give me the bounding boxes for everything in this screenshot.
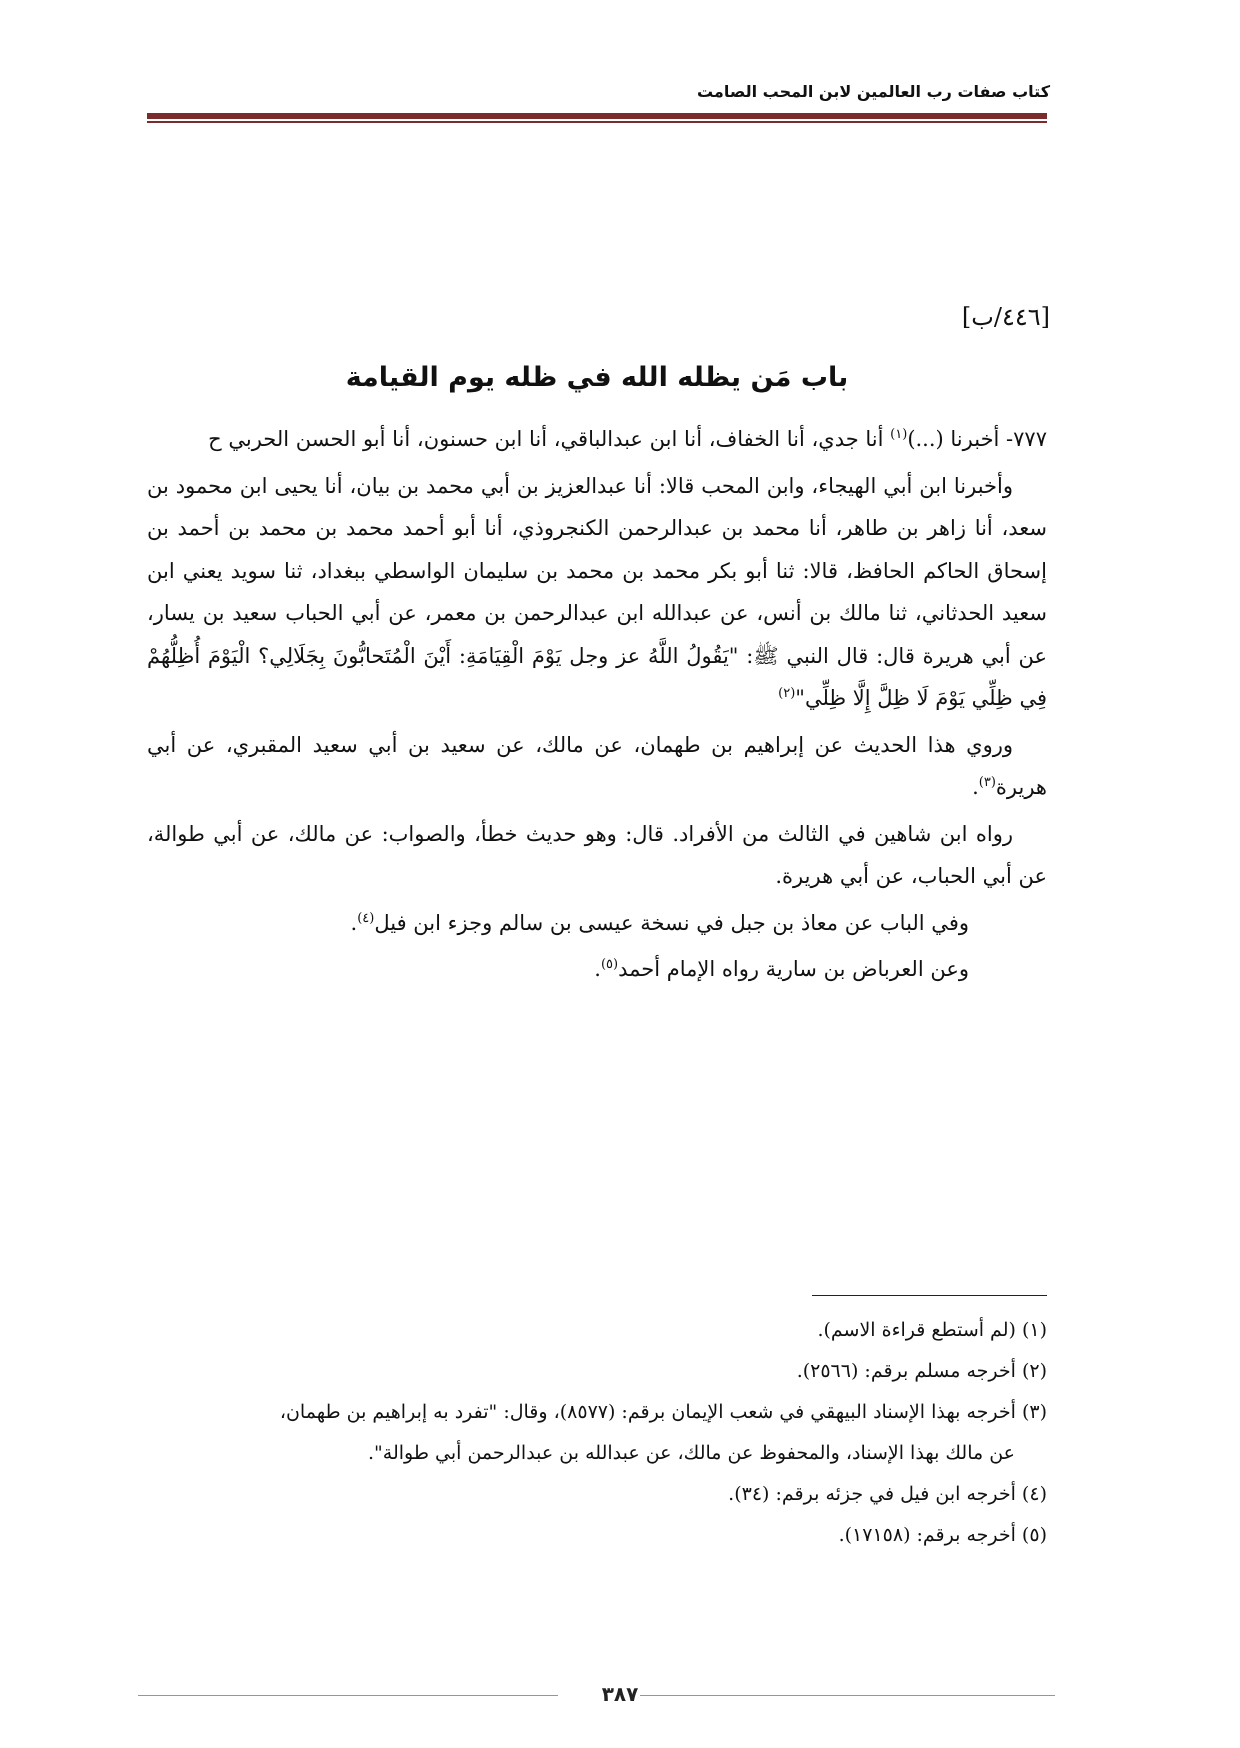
footnote-ref-1: (١) bbox=[890, 427, 908, 442]
footer-rule-right bbox=[640, 1695, 1055, 1696]
paragraph-text: وعن العرباض بن سارية رواه الإمام أحمد bbox=[618, 957, 969, 981]
paragraph-text: . bbox=[594, 957, 601, 981]
paragraph-text: وفي الباب عن معاذ بن جبل في نسخة عيسى بن سالم وجزء ابن فيل bbox=[374, 910, 969, 935]
paragraph-text: . bbox=[972, 775, 979, 799]
footnote-ref-4: (٤) bbox=[357, 910, 375, 926]
footnote-ref-2: (٢) bbox=[778, 686, 796, 701]
header-rule-thin bbox=[147, 121, 1047, 123]
paragraph-text: وروي هذا الحديث عن إبراهيم بن طهمان، عن مالك، عن سعيد بن أبي سعيد المقبري، عن أبي هريرة bbox=[147, 732, 1047, 799]
header-rule-thick bbox=[147, 113, 1047, 119]
paragraph-irbad bbox=[147, 948, 1047, 991]
footnotes bbox=[147, 1310, 1047, 1556]
paragraph-text: ٧٧٧- أخبرنا (...) bbox=[907, 427, 1047, 451]
paragraph-isnad bbox=[147, 465, 1047, 720]
footnote-3-continuation: عن مالك بهذا الإسناد، والمحفوظ عن مالك، عن عبدالله بن عبدالرحمن أبي طوالة". bbox=[368, 1442, 1015, 1464]
footnote-1: (١) (لم أستطع قراءة الاسم). bbox=[817, 1319, 1047, 1341]
footnote-2: (٢) أخرجه مسلم برقم: (٢٥٦٦). bbox=[796, 1360, 1047, 1382]
footnote-5: (٥) أخرجه برقم: (١٧١٥٨). bbox=[838, 1524, 1047, 1546]
footnote-3: (٣) أخرجه بهذا الإسناد البيهقي في شعب الإيمان برقم: (٨٥٧٧)، وقال: "تفرد به إبراهيم بن طهمان، bbox=[279, 1401, 1047, 1423]
footnote-ref-5: (٥) bbox=[600, 957, 619, 972]
paragraph-text: . bbox=[350, 910, 358, 935]
page-number: ٣٨٧ bbox=[601, 1682, 639, 1706]
footnote-4: (٤) أخرجه ابن فيل في جزئه برقم: (٣٤). bbox=[728, 1483, 1047, 1505]
body-text bbox=[147, 418, 1047, 995]
footnote-ref-3: (٣) bbox=[978, 775, 996, 790]
paragraph-ibn-shahin bbox=[147, 813, 1047, 898]
paragraph-hadith-777 bbox=[147, 418, 1047, 461]
paragraph-text: وأخبرنا ابن أبي الهيجاء، وابن المحب قالا: أنا عبدالعزيز بن أبي محمد بن بيان، أنا يحيى ابن محمود بن سعد، أنا زاهر بن طاهر، أنا محمد بن عبدالرحمن الكنجروذي، أنا أبو أحمد محمد بن محمد بن أحمد بن إسحاق الحاكم الحافظ، قالا: ثنا أبو بكر محمد بن محمد بن سليمان الواسطي ببغداد، ثنا سويد يعني ابن سعيد الحدثاني، ثنا مالك بن أنس، عن عبدالله ابن عبدالرحمن بن معمر، عن أبي الحباب سعيد بن يسار، عن أبي هريرة قال: قال النبي ﷺ: "يَقُولُ اللَّهُ عز وجل يَوْمَ الْقِيَامَةِ: أَيْنَ الْمُتَحابُّونَ بِجَلَالِي؟ الْيَوْمَ أُظِلُّهُمْ فِي ظِلِّي يَوْمَ لَا ظِلَّ إِلَّا ظِلِّي" bbox=[147, 473, 1047, 710]
footnote-separator bbox=[812, 1295, 1047, 1296]
paragraph-muadh bbox=[147, 902, 1047, 945]
paragraph-text: رواه ابن شاهين في الثالث من الأفراد. قال: وهو حديث خطأ، والصواب: عن مالك، عن أبي طوالة، عن أبي الحباب، عن أبي هريرة. bbox=[147, 821, 1047, 888]
paragraph-narration bbox=[147, 724, 1047, 809]
manuscript-folio-reference: [٤٤٦/ب] bbox=[961, 303, 1050, 331]
paragraph-text: أنا جدي، أنا الخفاف، أنا ابن عبدالباقي، أنا ابن حسنون، أنا أبو الحسن الحربي ح bbox=[208, 427, 891, 451]
running-header: كتاب صفات رب العالمين لابن المحب الصامت bbox=[696, 82, 1050, 101]
chapter-title: باب مَن يظله الله في ظله يوم القيامة bbox=[345, 362, 849, 393]
